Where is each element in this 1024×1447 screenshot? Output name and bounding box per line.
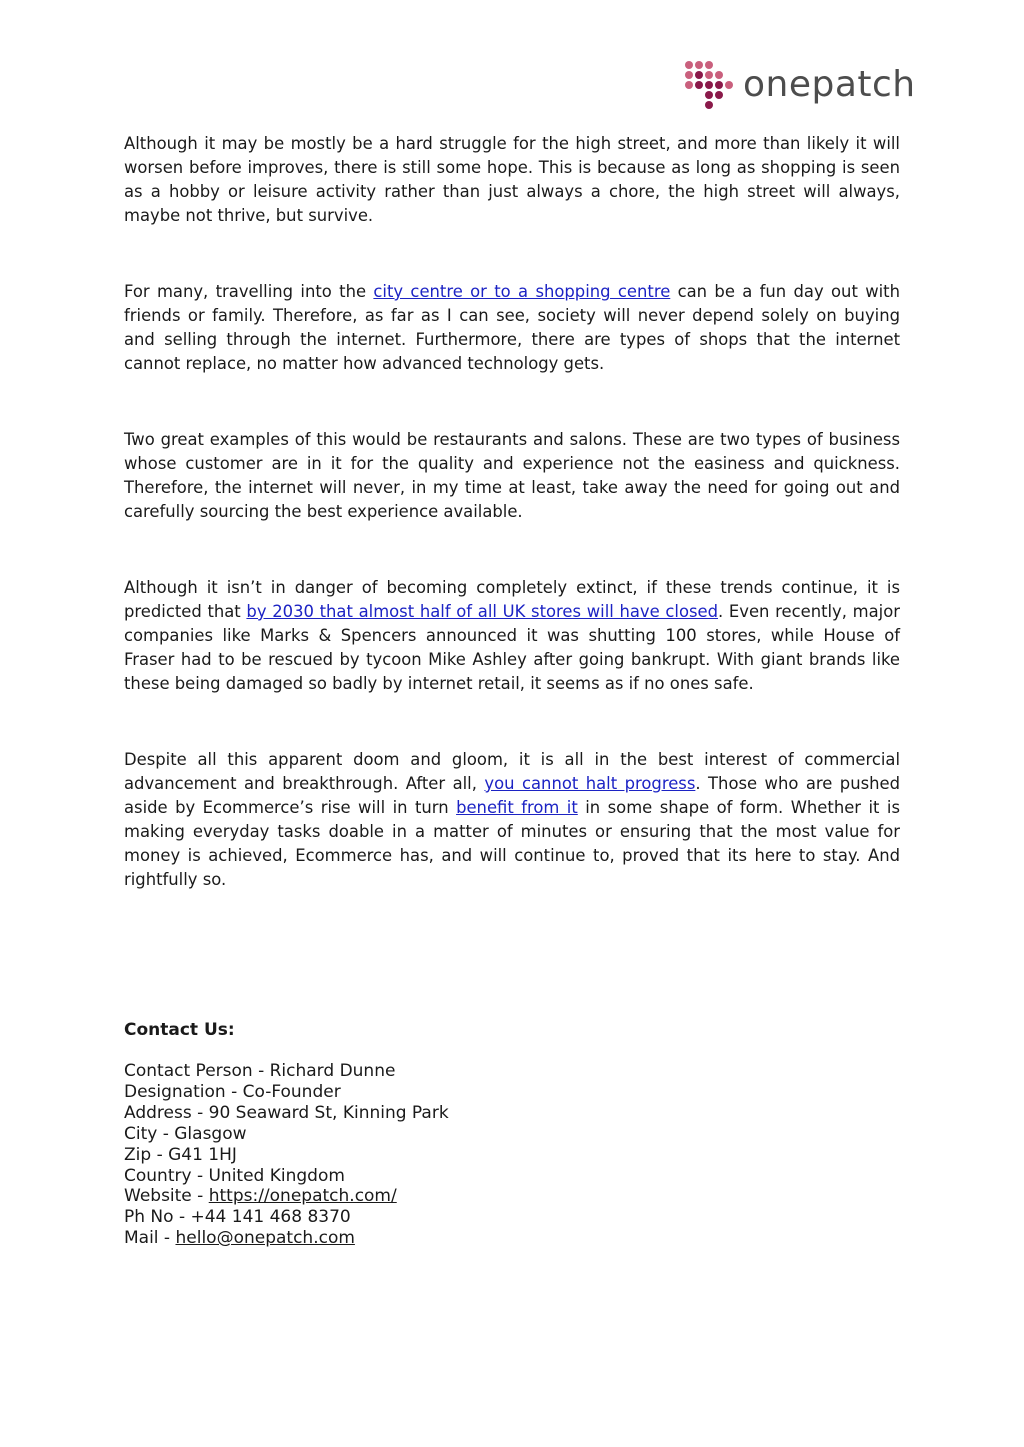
- mail-label: Mail -: [124, 1228, 176, 1249]
- article-body: [124, 132, 900, 892]
- paragraph-text: . Even recently, major companies like Marks & Spencers announced it was shutting 100 stores, while House of Fraser had to be rescued by tycoon Mike Ashley after going bankrupt. With giant brands like these being damaged so badly by internet retail, it seems as if no ones safe.: [124, 602, 900, 693]
- contact-mail-row: [124, 1228, 724, 1249]
- dot-grid-logo-icon: [684, 60, 740, 116]
- paragraph-text: Despite all this apparent doom and gloom, it is all in the best interest of commercial advancement and breakthrough. After all,: [124, 750, 900, 793]
- logo-dot: [695, 71, 703, 79]
- paragraph-3: [124, 428, 900, 524]
- inline-link[interactable]: city centre or to a shopping centre: [373, 282, 671, 301]
- paragraph-text: can be a fun day out with friends or family. Therefore, as far as I can see, society will never depend solely on buying and selling through the internet. Furthermore, there are types of shops that the internet cannot replace, no matter how advanced technology gets.: [124, 282, 900, 373]
- logo-dot: [705, 61, 713, 69]
- logo-dot: [705, 101, 713, 109]
- contact-phone: Ph No - +44 141 468 8370: [124, 1207, 351, 1228]
- paragraph-text: Although it isn’t in danger of becoming completely extinct, if these trends continue, it is predicted that: [124, 578, 900, 621]
- contact-section: [124, 1019, 724, 1249]
- logo-dot: [685, 71, 693, 79]
- logo-wordmark: onepatch: [743, 64, 916, 105]
- paragraph-5: [124, 748, 900, 892]
- paragraph-text: Two great examples of this would be restaurants and salons. These are two types of business whose customer are in it for the quality and experience not the easiness and quickness. Therefore, the internet will never, in my time at least, take away the need for going out and carefully sourcing the best experience available.: [124, 430, 900, 521]
- logo-dot: [685, 81, 693, 89]
- logo-dot: [715, 81, 723, 89]
- paragraph-text: . Those who are pushed aside by Ecommerce’s rise will in turn: [124, 774, 901, 817]
- onepatch-logo: [684, 60, 916, 116]
- logo-dot: [715, 91, 723, 99]
- logo-dot: [695, 61, 703, 69]
- logo-dot: [705, 71, 713, 79]
- paragraph-4: [124, 576, 900, 696]
- contact-address: Address - 90 Seaward St, Kinning Park: [124, 1102, 449, 1123]
- mail-link[interactable]: hello@onepatch.com: [175, 1228, 355, 1249]
- website-label: Website -: [124, 1186, 209, 1207]
- paragraph-text: in some shape of form. Whether it is making everyday tasks doable in a matter of minutes or ensuring that the most value for money is achieved, Ecommerce has, and will continue to, proved that its here to stay. And rightfully so.: [124, 798, 900, 889]
- logo-dot: [685, 61, 693, 69]
- inline-link[interactable]: benefit from it: [456, 798, 578, 817]
- inline-link[interactable]: by 2030 that almost half of all UK stores will have closed: [246, 602, 719, 621]
- paragraph-1: [124, 132, 900, 228]
- logo-dot: [705, 81, 713, 89]
- paragraph-text: Although it may be mostly be a hard struggle for the high street, and more than likely it will worsen before improves, there is still some hope. This is because as long as shopping is seen as a hobby or leisure activity rather than just always a chore, the high street will always, maybe not thrive, but survive.: [124, 134, 900, 225]
- website-link[interactable]: https://onepatch.com/: [208, 1186, 397, 1207]
- contact-city: City - Glasgow: [124, 1123, 247, 1144]
- logo-dot: [715, 71, 723, 79]
- contact-details: [124, 1061, 724, 1249]
- contact-website-row: [124, 1186, 724, 1207]
- logo-dot: [695, 81, 703, 89]
- contact-heading: Contact Us:: [124, 1020, 235, 1040]
- logo-dot: [725, 81, 733, 89]
- paragraph-text: For many, travelling into the: [124, 282, 374, 301]
- contact-zip: Zip - G41 1HJ: [124, 1144, 237, 1165]
- contact-person: Contact Person - Richard Dunne: [124, 1061, 396, 1081]
- contact-country: Country - United Kingdom: [124, 1165, 345, 1186]
- paragraph-2: [124, 280, 900, 376]
- contact-designation: Designation - Co-Founder: [124, 1081, 341, 1102]
- logo-dot: [705, 91, 713, 99]
- inline-link[interactable]: you cannot halt progress: [484, 774, 696, 793]
